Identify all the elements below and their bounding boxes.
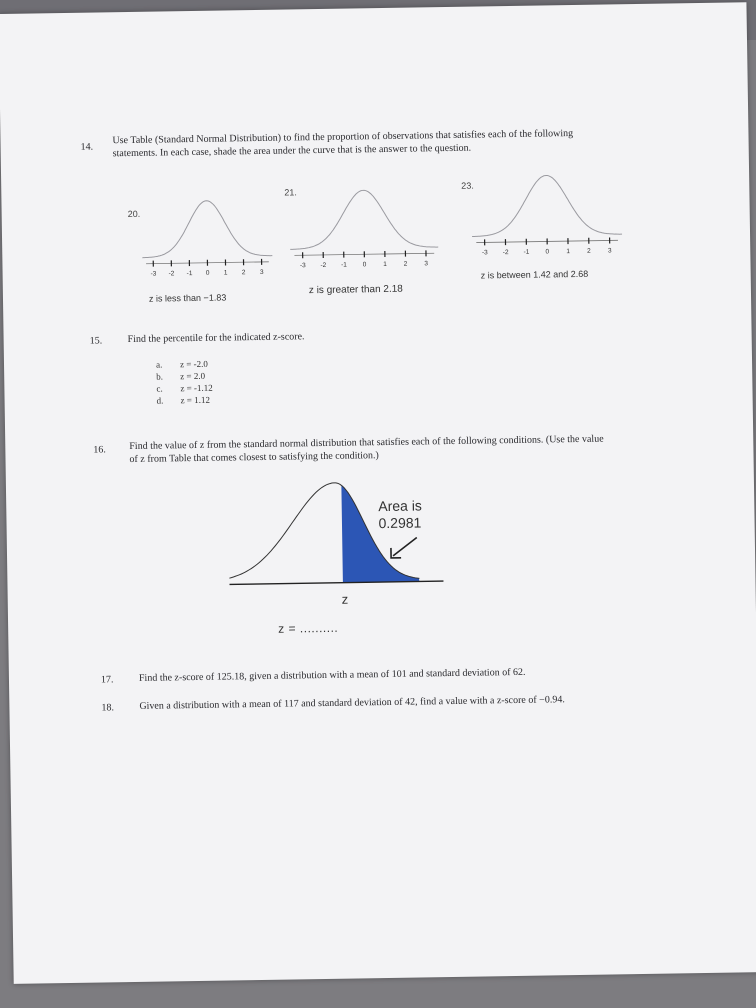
axis-tick-label: 2 — [241, 269, 246, 277]
bell-curve-line — [141, 200, 272, 258]
axis-tick-label: -3 — [150, 270, 157, 278]
bell-curve-line — [471, 174, 622, 236]
q15-item-a-value: z = -2.0 — [179, 358, 208, 370]
q14-text-line1: Use Table (Standard Normal Distribution) to find the proportion of observations that satisfies each of the following — [112, 128, 574, 147]
q16-text-line1: Find the value of z from the standard normal distribution that satisfies each of the following conditions. (Use the value — [129, 433, 604, 453]
plot21-label: 21. — [284, 187, 297, 198]
axis-tick-label: 2 — [587, 247, 591, 255]
axis-tick-label: 0 — [545, 248, 550, 256]
axis-tick-label: 1 — [223, 269, 228, 277]
worksheet-page — [0, 2, 756, 984]
axis-tick-label: -2 — [320, 261, 327, 270]
q16-x-axis-line — [229, 581, 443, 584]
q18-number: 18. — [101, 702, 115, 714]
q15-item-d-letter: d. — [156, 395, 164, 406]
q16-area-label-line2: 0.2981 — [378, 514, 422, 532]
q16-arrow-icon — [387, 535, 421, 562]
axis-tick-label: 1 — [383, 260, 387, 269]
axis-tick-label: 0 — [205, 269, 210, 277]
q16-text-line2: of z from Table that comes closest to satisfying the condition.) — [129, 450, 379, 466]
q16-text — [129, 432, 649, 466]
q15-item-c-letter: c. — [156, 383, 163, 394]
axis-tick-label: -1 — [523, 248, 530, 256]
plot21-caption: z is greater than 2.18 — [308, 283, 403, 297]
q17-number: 17. — [100, 674, 114, 686]
q15-text: Find the percentile for the indicated z-score. — [127, 331, 305, 346]
axis-tick-label: -2 — [168, 270, 175, 278]
q17-text: Find the z-score of 125.18, given a distribution with a mean of 101 and standard deviation of 62. — [138, 666, 526, 684]
q16-area-label-line1: Area is — [378, 497, 422, 515]
axis-tick-label: 1 — [566, 248, 571, 256]
q18-text: Given a distribution with a mean of 117 and standard deviation of 42, find a value with a z-score of −0.94. — [139, 694, 565, 712]
normal-curve-svg — [289, 179, 438, 273]
normal-curve-svg — [141, 190, 272, 282]
q14-number: 14. — [80, 141, 94, 153]
q16-number: 16. — [93, 444, 106, 456]
q15-number: 15. — [89, 335, 103, 347]
plot20-caption: z is less than −1.83 — [148, 292, 227, 304]
q16-curve-svg — [228, 477, 444, 590]
axis-tick-label: 3 — [424, 260, 429, 268]
q15-item-d-value: z = 1.12 — [180, 394, 210, 406]
plot23-normal-curve — [471, 164, 622, 260]
bell-curve-line — [289, 189, 438, 249]
axis-tick-label: -1 — [340, 261, 347, 269]
q14-text-line2: statements. In each case, shade the area under the curve that is the answer to the question. — [112, 142, 472, 160]
axis-tick-label: 0 — [362, 261, 367, 269]
axis-tick-label: -1 — [186, 270, 193, 278]
plot23-label: 23. — [461, 180, 474, 191]
q16-z-label: z — [341, 591, 349, 607]
normal-curve-svg — [471, 164, 622, 260]
axis-tick-label: -2 — [502, 249, 509, 257]
q15-item-b-value: z = 2.0 — [180, 370, 206, 382]
axis-tick-label: 3 — [259, 268, 264, 276]
q14-text — [112, 126, 632, 160]
q15-item-b-letter: b. — [156, 371, 164, 382]
axis-tick-label: -3 — [481, 249, 488, 257]
plot20-label: 20. — [127, 208, 141, 220]
q16-area-label — [378, 497, 422, 532]
plot23-caption: z is between 1.42 and 2.68 — [480, 268, 589, 281]
q16-answer-line: z = .......... — [278, 620, 339, 636]
q15-item-a-letter: a. — [155, 359, 163, 370]
plot20-normal-curve — [141, 190, 272, 282]
axis-tick-label: -3 — [299, 262, 306, 270]
axis-tick-label: 3 — [607, 247, 612, 255]
q16-shaded-normal-curve — [228, 477, 444, 590]
axis-tick-label: 2 — [403, 260, 408, 268]
plot21-normal-curve — [289, 179, 438, 273]
q15-item-c-value: z = -1.12 — [180, 382, 213, 394]
